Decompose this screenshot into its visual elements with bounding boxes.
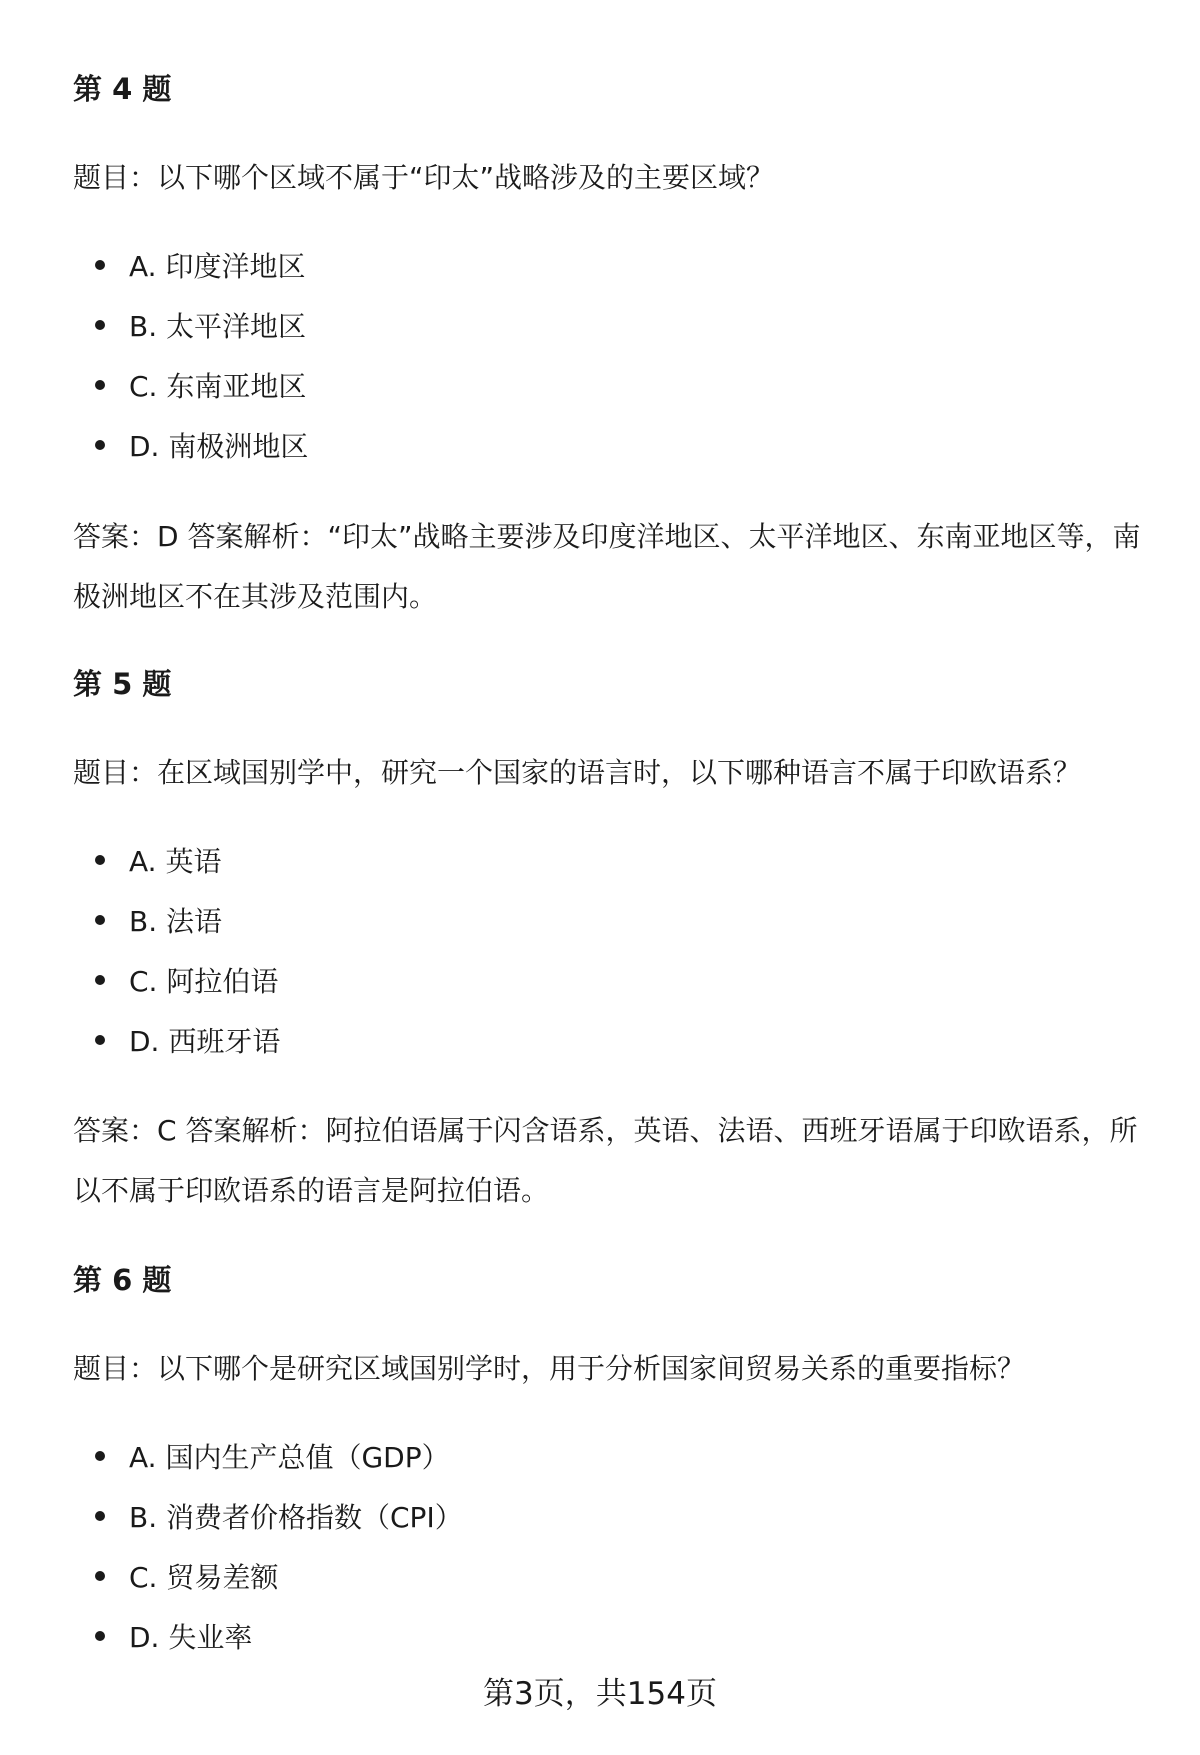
- option-label: D. 失业率: [129, 1621, 253, 1654]
- option-label: D. 西班牙语: [129, 1025, 281, 1058]
- question-6-option-b: [95, 1498, 463, 1538]
- bullet-icon: [95, 915, 105, 925]
- option-label: C. 贸易差额: [129, 1561, 279, 1594]
- question-5-option-d: [95, 1022, 280, 1062]
- question-4-option-c: [95, 367, 306, 407]
- question-6-option-a: [95, 1438, 450, 1478]
- bullet-icon: [95, 440, 105, 450]
- question-5-option-c: [95, 962, 278, 1002]
- question-6-text: 题目：以下哪个是研究区域国别学时，用于分析国家间贸易关系的重要指标？: [73, 1352, 1026, 1385]
- question-4-heading: 第 4 题: [73, 72, 172, 106]
- bullet-icon: [95, 260, 105, 270]
- question-5-heading: 第 5 题: [73, 667, 172, 701]
- question-6-option-c: [95, 1558, 278, 1598]
- question-4-answer: 答案：D 答案解析：“印太”战略主要涉及印度洋地区、太平洋地区、东南亚地区等，南极洲地区不在其涉及范围内。: [73, 520, 1141, 613]
- option-label: C. 东南亚地区: [129, 370, 307, 403]
- option-label: B. 法语: [129, 905, 223, 938]
- option-label: B. 太平洋地区: [129, 310, 307, 343]
- question-4-option-b: [95, 307, 306, 347]
- bullet-icon: [95, 1571, 105, 1581]
- bullet-icon: [95, 855, 105, 865]
- option-label: A. 国内生产总值（GDP）: [129, 1441, 450, 1474]
- bullet-icon: [95, 975, 105, 985]
- question-6-option-d: [95, 1618, 252, 1658]
- option-label: A. 英语: [129, 845, 222, 878]
- page-number: 第3页，共154页: [483, 1676, 717, 1712]
- question-6-heading: 第 6 题: [73, 1263, 172, 1297]
- option-label: D. 南极洲地区: [129, 430, 309, 463]
- bullet-icon: [95, 1631, 105, 1641]
- bullet-icon: [95, 380, 105, 390]
- option-label: B. 消费者价格指数（CPI）: [129, 1501, 463, 1534]
- option-label: A. 印度洋地区: [129, 250, 306, 283]
- bullet-icon: [95, 1511, 105, 1521]
- question-5-answer: 答案：C 答案解析：阿拉伯语属于闪含语系，英语、法语、西班牙语属于印欧语系，所以不属于印欧语系的语言是阿拉伯语。: [73, 1114, 1138, 1207]
- question-4-text: 题目：以下哪个区域不属于“印太”战略涉及的主要区域？: [73, 161, 775, 194]
- question-5-option-a: [95, 842, 221, 882]
- question-4-option-a: [95, 247, 305, 287]
- bullet-icon: [95, 320, 105, 330]
- question-5-text: 题目：在区域国别学中，研究一个国家的语言时，以下哪种语言不属于印欧语系？: [73, 756, 1082, 789]
- bullet-icon: [95, 1035, 105, 1045]
- question-4-option-d: [95, 427, 308, 467]
- bullet-icon: [95, 1451, 105, 1461]
- option-label: C. 阿拉伯语: [129, 965, 279, 998]
- question-5-option-b: [95, 902, 222, 942]
